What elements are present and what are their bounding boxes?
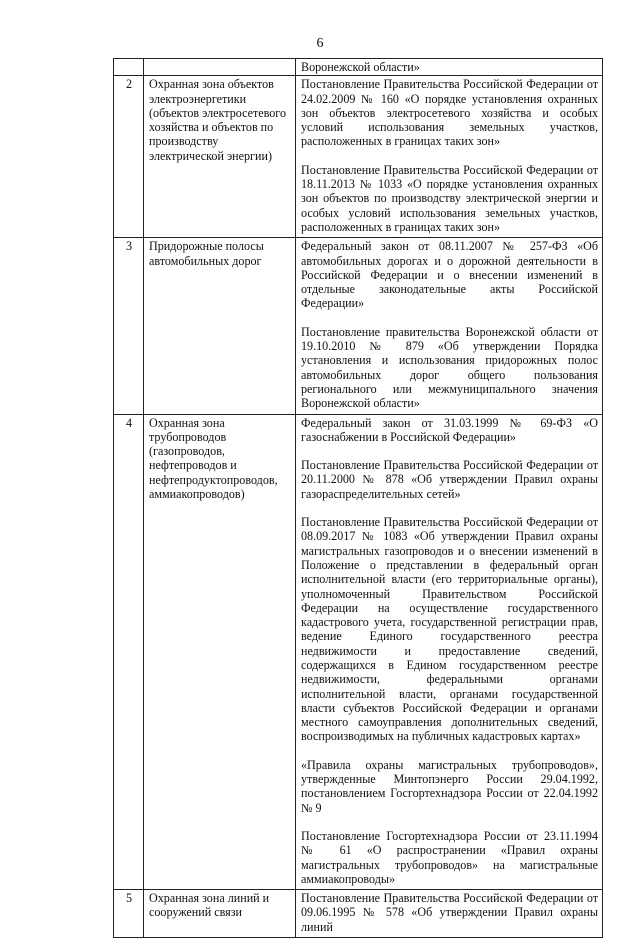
table-row xyxy=(114,76,603,238)
legal-documents xyxy=(296,238,603,414)
table-row xyxy=(114,59,603,76)
legal-document: Постановление правительства Воронежской области от 19.10.2010 № 879 «Об утверждении Порядка установления и использования придорожных полос автомобильных дорог общего пользования регионального или межмуниципального значения Воронежской области» xyxy=(301,324,598,411)
legal-document: Федеральный закон от 31.03.1999 № 69-ФЗ «О газоснабжении в Российской Федерации» xyxy=(301,415,598,444)
legal-document: Постановление Правительства Российской Федерации от 20.11.2000 № 878 «Об утверждении Правил охраны газораспределительных сетей» xyxy=(301,458,598,501)
table-row xyxy=(114,238,603,414)
legal-document: Постановление Правительства Российской Федерации от 08.09.2017 № 1083 «Об утверждении Правил охраны магистральных газопроводов и о внесении изменений в Положение о представлении в федеральный орган исполнительной власти (его территориальные органы), уполномоченный Правительством Российской Федерации на осуществление государственного кадастрового учета, государственной регистрации прав, ведение Единого государственного реестра недвижимости и предоставление сведений, содержащихся в Едином государственном реестре недвижимости, федеральными органами исполнительной власти, органами государственной власти субъектов Российской Федерации и органами местного самоуправления дополнительных сведений, воспроизводимых на публичных кадастровых картах» xyxy=(301,515,598,744)
zone-name: Охранная зона линий и сооружений связи xyxy=(144,890,296,938)
row-number: 2 xyxy=(114,76,144,238)
legal-documents xyxy=(296,890,603,938)
legal-documents xyxy=(296,59,603,76)
legal-documents xyxy=(296,76,603,238)
legal-document: Воронежской области» xyxy=(301,60,420,74)
legal-document: Федеральный закон от 08.11.2007 № 257-ФЗ «Об автомобильных дорогах и о дорожной деятельности в Российской Федерации и о внесении изменений в отдельные законодательные акты Российской Федерации» xyxy=(301,239,598,311)
row-number: 3 xyxy=(114,238,144,414)
legal-documents xyxy=(296,414,603,890)
row-number: 5 xyxy=(114,890,144,938)
zone-name: Охранная зона трубопроводов (газопроводов, нефтепроводов и нефтепродуктопроводов, аммиакопроводов) xyxy=(144,414,296,890)
legal-document: Постановление Правительства Российской Федерации от 18.11.2013 № 1033 «О порядке установления охранных зон объектов по производству электрической энергии и особых условий использования земельных участков, расположенных в границах таких зон» xyxy=(301,162,598,234)
legal-document: Постановление Правительства Российской Федерации от 09.06.1995 № 578 «Об утверждении Правил охраны линий xyxy=(301,891,598,934)
legal-document: Постановление Госгортехнадзора России от 23.11.1994 № 61 «О распространении «Правил охраны магистральных трубопроводов» на магистральные аммиакопроводы» xyxy=(301,828,598,886)
regulations-table xyxy=(113,58,603,938)
table-row xyxy=(114,890,603,938)
zone-name: Придорожные полосы автомобильных дорог xyxy=(144,238,296,414)
table-row xyxy=(114,414,603,890)
row-number: 4 xyxy=(114,414,144,890)
legal-document: Постановление Правительства Российской Федерации от 24.02.2009 № 160 «О порядке установления охранных зон объектов электросетевого хозяйства и особых условий использования земельных участков, расположенных в границах таких зон» xyxy=(301,77,598,149)
page-number: 6 xyxy=(316,36,324,51)
legal-document: «Правила охраны магистральных трубопроводов», утвержденные Минтопэнерго России 29.04.1992, постановлением Госгортехнадзора России от 22.04.1992 № 9 xyxy=(301,757,598,815)
row-number xyxy=(114,59,144,76)
zone-name: Охранная зона объектов электроэнергетики (объектов электросетевого хозяйства и объектов по производству электрической энергии) xyxy=(144,76,296,238)
zone-name xyxy=(144,59,296,76)
